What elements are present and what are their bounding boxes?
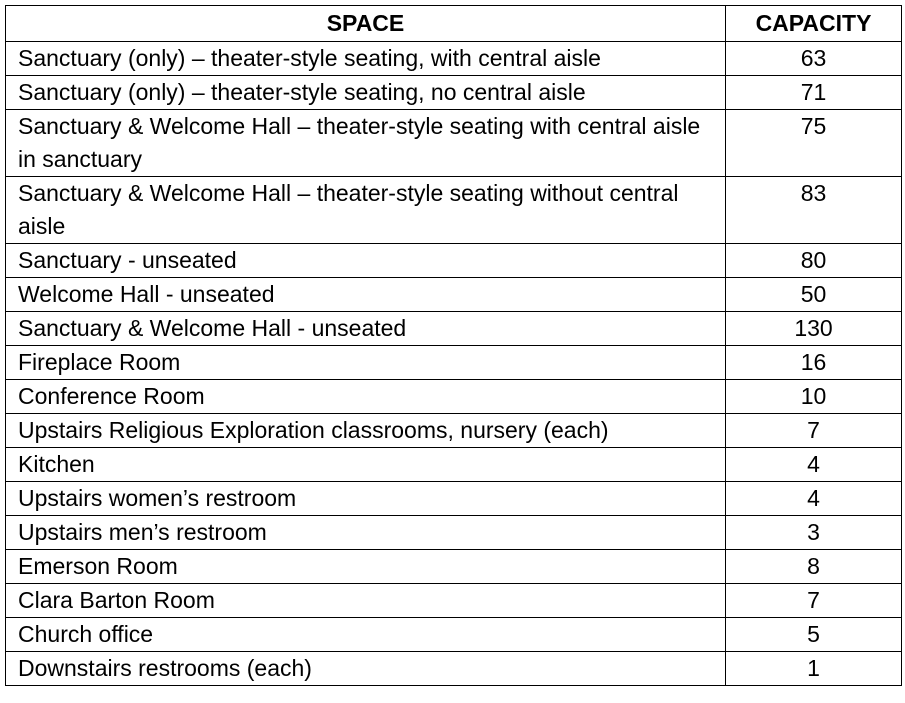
space-cell: Emerson Room (6, 550, 726, 584)
table-row (6, 244, 902, 278)
space-cell: Sanctuary (only) – theater-style seating, with central aisle (6, 42, 726, 76)
table-row (6, 177, 902, 244)
capacity-cell: 71 (726, 76, 902, 110)
capacity-cell: 7 (726, 584, 902, 618)
table-row (6, 76, 902, 110)
capacity-cell: 4 (726, 448, 902, 482)
capacity-cell: 7 (726, 414, 902, 448)
capacity-cell: 1 (726, 652, 902, 686)
space-cell: Sanctuary (only) – theater-style seating, no central aisle (6, 76, 726, 110)
capacity-cell: 75 (726, 110, 902, 177)
table-row (6, 346, 902, 380)
header-capacity: CAPACITY (726, 6, 902, 42)
space-cell: Clara Barton Room (6, 584, 726, 618)
capacity-cell: 130 (726, 312, 902, 346)
space-cell: Sanctuary - unseated (6, 244, 726, 278)
table-row (6, 414, 902, 448)
space-cell: Kitchen (6, 448, 726, 482)
table-row (6, 42, 902, 76)
space-cell: Church office (6, 618, 726, 652)
header-space: SPACE (6, 6, 726, 42)
space-cell: Upstairs men’s restroom (6, 516, 726, 550)
space-cell: Downstairs restrooms (each) (6, 652, 726, 686)
table-row (6, 550, 902, 584)
space-cell: Upstairs Religious Exploration classrooms, nursery (each) (6, 414, 726, 448)
capacity-table-container (5, 5, 901, 686)
capacity-cell: 8 (726, 550, 902, 584)
space-cell: Sanctuary & Welcome Hall - unseated (6, 312, 726, 346)
table-row (6, 652, 902, 686)
capacity-cell: 83 (726, 177, 902, 244)
table-row (6, 110, 902, 177)
capacity-cell: 80 (726, 244, 902, 278)
table-row (6, 516, 902, 550)
table-row (6, 482, 902, 516)
table-row (6, 618, 902, 652)
table-row (6, 380, 902, 414)
space-cell: Sanctuary & Welcome Hall – theater-style seating without central aisle (6, 177, 726, 244)
table-row (6, 312, 902, 346)
space-cell: Fireplace Room (6, 346, 726, 380)
space-cell: Conference Room (6, 380, 726, 414)
space-cell: Upstairs women’s restroom (6, 482, 726, 516)
space-cell: Sanctuary & Welcome Hall – theater-style seating with central aisle in sanctuary (6, 110, 726, 177)
capacity-cell: 16 (726, 346, 902, 380)
capacity-cell: 10 (726, 380, 902, 414)
table-header-row (6, 6, 902, 42)
capacity-cell: 5 (726, 618, 902, 652)
capacity-cell: 3 (726, 516, 902, 550)
capacity-cell: 63 (726, 42, 902, 76)
space-cell: Welcome Hall - unseated (6, 278, 726, 312)
table-row (6, 448, 902, 482)
table-row (6, 278, 902, 312)
capacity-cell: 4 (726, 482, 902, 516)
capacity-table (5, 5, 902, 686)
capacity-cell: 50 (726, 278, 902, 312)
table-row (6, 584, 902, 618)
